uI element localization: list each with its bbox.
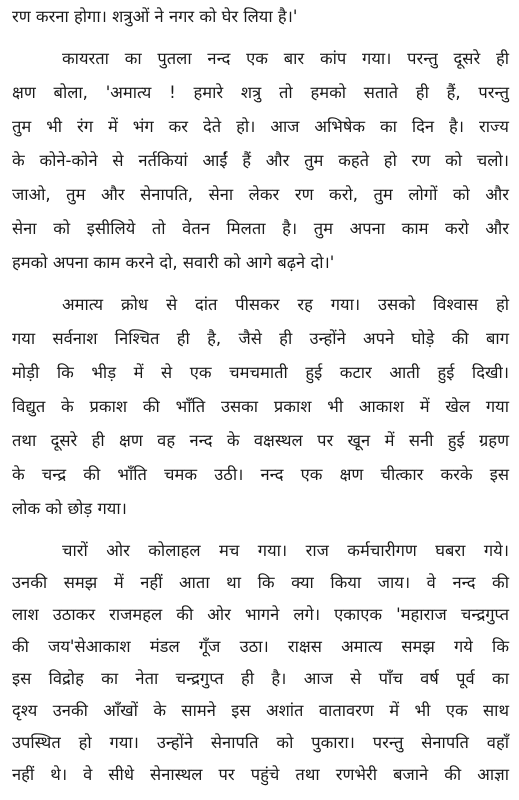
text-line: हमको अपना काम करने दो, सवारी को आगे बढ़ने दो।' — [12, 253, 335, 272]
text-line: विद्युत के प्रकाश की भाँति उसका प्रकाश भी आकाश में खेल गया — [12, 397, 509, 416]
text-line: सेना को इसीलिये तो वेतन मिलता है। तुम अपना काम करो और — [12, 219, 509, 238]
text-line: लोक को छोड़ गया। — [12, 499, 127, 518]
text-line: के चन्द्र की भाँति चमक उठी। नन्द एक क्षण चीत्कार करके इस — [12, 465, 509, 484]
text-line: नहीं थे। वे सीधे सेनास्थल पर पहुंचे तथा रणभेरी बजाने की आज्ञा — [12, 765, 509, 784]
text-line: लाश उठाकर राजमहल की ओर भागने लगे। एकाएक 'महाराज चन्द्रगुप्त — [12, 605, 509, 624]
text-line: के कोने-कोने से नर्तकियां आईं हैं और तुम कहते हो रण को चलो। — [12, 151, 509, 170]
text-line: रण करना होगा। शत्रुओं ने नगर को घेर लिया है।' — [12, 7, 298, 26]
text-line: तुम भी रंग में भंग कर देते हो। आज अभिषेक का दिन है। राज्य — [12, 117, 509, 136]
text-line: मोड़ी कि भीड़ में से एक चमचमाती हुई कटार आती हुई दिखी। — [12, 363, 509, 382]
text-line: तथा दूसरे ही क्षण वह नन्द के वक्षस्थल पर खून में सनी हुई ग्रहण — [12, 431, 509, 450]
text-line: कायरता का पुतला नन्द एक बार कांप गया। परन्तु दूसरे ही — [62, 49, 509, 68]
text-line: चारों ओर कोलाहल मच गया। राज कर्मचारीगण घबरा गये। — [62, 541, 509, 560]
text-line: उपस्थित हो गया। उन्होंने सेनापति को पुकारा। परन्तु सेनापति वहाँ — [12, 733, 509, 752]
text-line: दृश्य उनकी आँखों के सामने इस अशांत वातावरण में भी एक साथ — [12, 701, 509, 720]
text-line: इस विद्रोह का नेता चन्द्रगुप्त ही है। आज से पाँच वर्ष पूर्व का — [12, 669, 509, 688]
text-line: गया सर्वनाश निश्चित ही है, जैसे ही उन्होंने अपने घोड़े की बाग — [12, 329, 509, 348]
text-line: जाओ, तुम और सेनापति, सेना लेकर रण करो, तुम लोगों को और — [12, 185, 509, 204]
text-line: क्षण बोला, 'अमात्य ! हमारे शत्रु तो हमको सताते ही हैं, परन्तु — [12, 83, 509, 102]
text-line: की जय'सेआकाश मंडल गूँज उठा। राक्षस अमात्य समझ गये कि — [12, 637, 509, 656]
text-line: अमात्य क्रोध से दांत पीसकर रह गया। उसको विश्वास हो — [62, 295, 509, 314]
text-line: उनकी समझ में नहीं आता था कि क्या किया जाय। वे नन्द की — [12, 573, 509, 592]
